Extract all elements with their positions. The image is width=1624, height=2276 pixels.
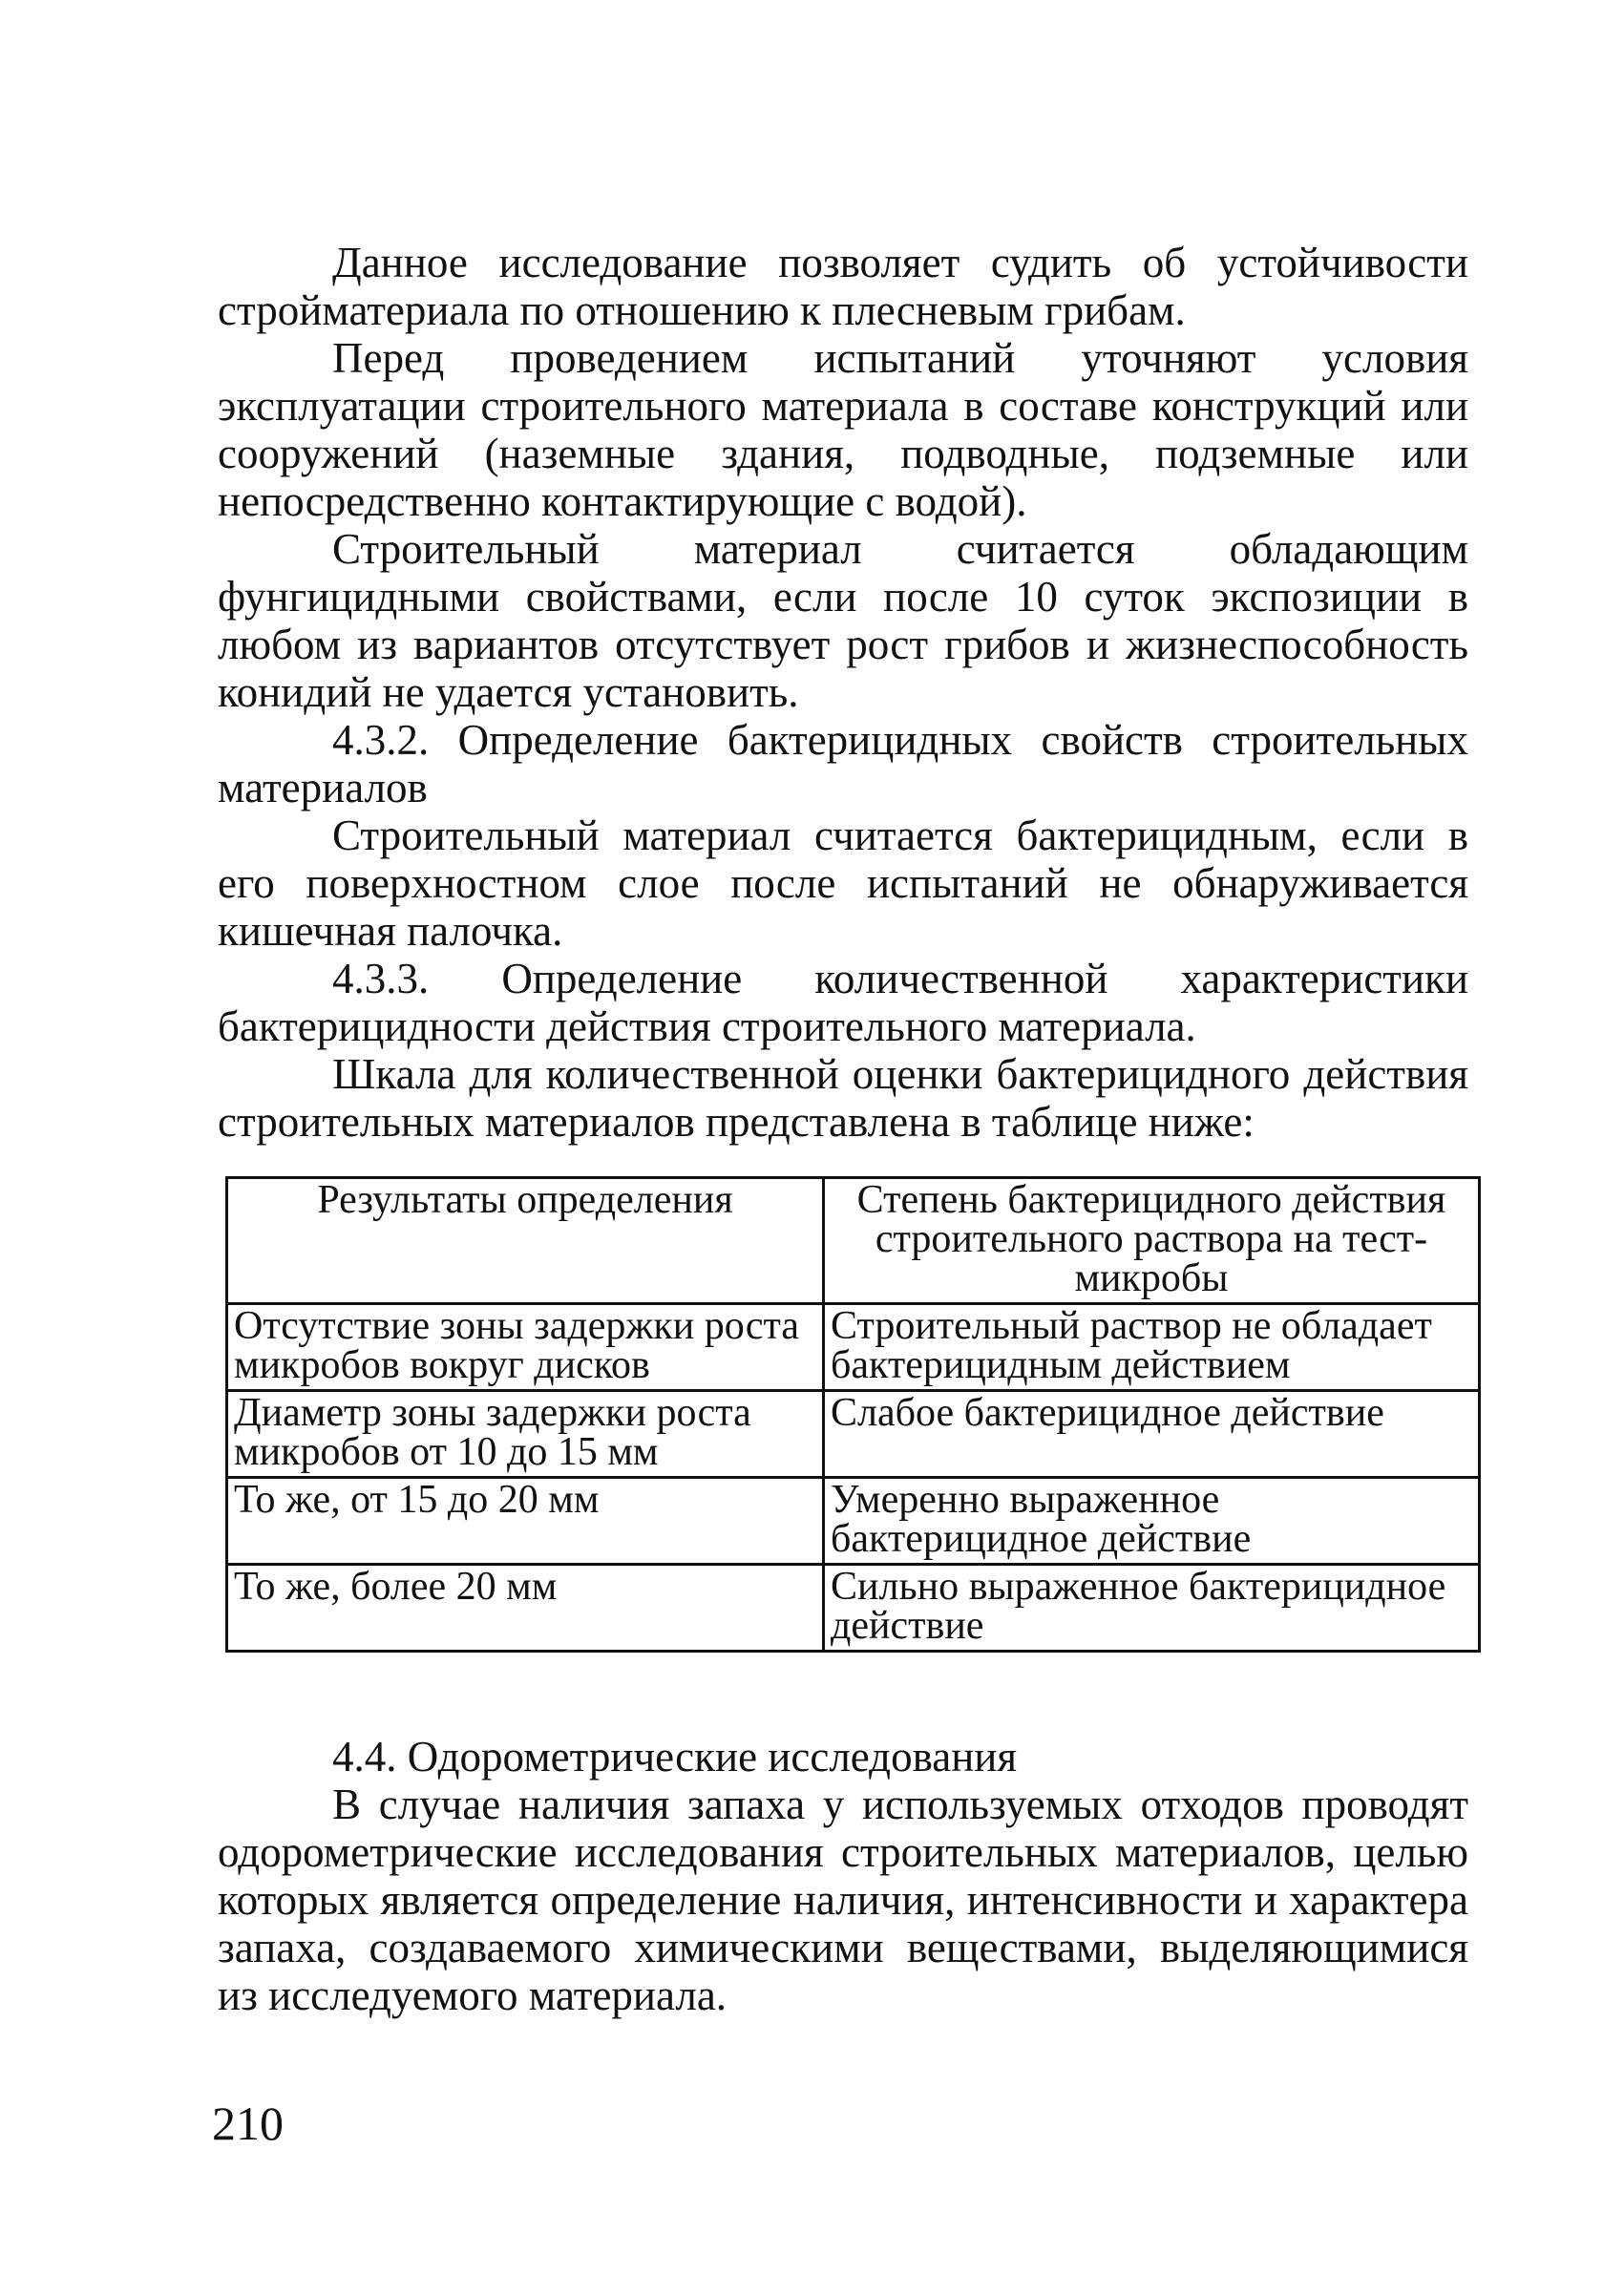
table-header-results: Результаты определения [227,1178,824,1304]
paragraph-test-conditions: Перед проведением испытаний уточняют условия эксплуатации строительного материала в составе конструкций или сооружений (наземные здания, подводные, подземные или непосредственно контактирующие с водой). [218,334,1468,525]
table-cell-degree: Умеренно выраженное бактерицидное действие [824,1478,1480,1565]
table-row [227,1478,1480,1565]
bactericidal-scale-table-wrap [225,1176,1478,1653]
section-heading-4-4: 4.4. Одорометрические исследования [332,1733,1018,1781]
table-header-row [227,1178,1480,1304]
table-cell-result: То же, более 20 мм [227,1565,824,1652]
top-text [218,239,1468,1146]
table-cell-result: Диаметр зоны задержки роста микробов от 10 до 15 мм [227,1391,824,1478]
paragraph-fungicidal-criteria: Строительный материал считается обладающим фунгицидными свойствами, если после 10 суток экспозиции в любом из вариантов отсутствует рост грибов и жизнеспособность конидий не удается установить. [218,525,1468,716]
bactericidal-scale-table [225,1176,1481,1653]
table-cell-degree: Сильно выраженное бактерицидное действие [824,1565,1480,1652]
section-heading-4-3-3: 4.3.3. Определение количественной характеристики бактерицидности действия строительного материала. [218,955,1468,1050]
page-number: 210 [212,2097,284,2150]
paragraph-bactericidal-criteria: Строительный материал считается бактерицидным, если в его поверхностном слое после испытаний не обнаруживается кишечная палочка. [218,811,1468,955]
paragraph-table-intro: Шкала для количественной оценки бактерицидного действия строительных материалов представлена в таблице ниже: [218,1050,1468,1146]
bottom-text [218,1733,1468,2019]
table-cell-result: Отсутствие зоны задержки роста микробов вокруг дисков [227,1304,824,1391]
table-row [227,1565,1480,1652]
table-row [227,1304,1480,1391]
paragraph-odorometric: В случае наличия запаха у используемых отходов проводят одорометрические исследования строительных материалов, целью которых является определение наличия, интенсивности и характера запаха, создаваемого химическими веществами, выделяющимися из исследуемого материала. [218,1781,1468,2019]
table-row [227,1391,1480,1478]
table-cell-degree: Строительный раствор не обладает бактерицидным действием [824,1304,1480,1391]
table-cell-degree: Слабое бактерицидное действие [824,1391,1480,1478]
section-heading-4-3-2: 4.3.2. Определение бактерицидных свойств строительных материалов [218,716,1468,811]
table-cell-result: То же, от 15 до 20 мм [227,1478,824,1565]
paragraph-fungi-resistance: Данное исследование позволяет судить об устойчивости стройматериала по отношению к плесневым грибам. [218,239,1468,334]
table-header-degree: Степень бактерицидного действия строительного раствора на тест-микробы [824,1178,1480,1304]
